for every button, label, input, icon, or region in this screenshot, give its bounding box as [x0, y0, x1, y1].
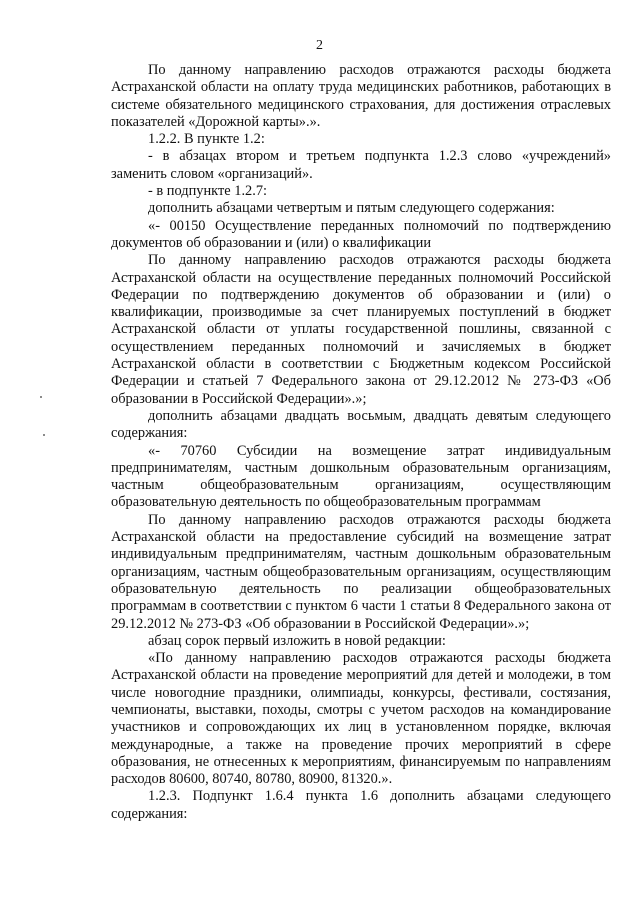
scan-speck: [43, 434, 45, 436]
page-number: 2: [316, 38, 323, 53]
paragraph-add-fourth-fifth: дополнить абзацами четвертым и пятым следующего содержания:: [148, 200, 555, 217]
paragraph-70760-description: По данному направлению расходов отражаются расходы бюджета Астраханской области на предоставление субсидий на возмещение затрат индивидуальным предпринимателям, частным дошкольным образовательным организациям, частным общеобразовательным организациям, осуществляющим образовательную деятельность по реализации общеобразовательных программам в соответствии с пунктом 6 части 1 статьи 8 Федерального закона от 29.12.2012 № 273-ФЗ «Об образовании в Российской Федерации».»;: [111, 511, 611, 632]
paragraph-events-description: «По данному направлению расходов отражаются расходы бюджета Астраханской области на проведение мероприятий для детей и молодежи, в том числе новогодние праздники, олимпиады, конкурсы, фестивали, состязания, чемпионаты, выставки, походы, смотры с учетом расходов на командирование участников и сопровождающих их лиц в установленном порядке, включая международные, а также на проведение прочих мероприятий в сфере образования, не отнесенных к мероприятиям, финансируемым по направлениям расходов 80600, 80740, 80780, 80900, 81320.».: [111, 650, 611, 788]
paragraph-item-1-2-3: 1.2.3. Подпункт 1.6.4 пункта 1.6 дополнить абзацами следующего содержания:: [111, 788, 611, 822]
paragraph-code-00150: «- 00150 Осуществление переданных полномочий по подтверждению документов об образовании и (или) о квалификации: [111, 217, 611, 251]
scan-speck: [40, 396, 42, 398]
paragraph-item-1-2-2: 1.2.2. В пункте 1.2:: [148, 131, 265, 148]
paragraph-subitem-1-2-7: - в подпункте 1.2.7:: [148, 183, 268, 200]
paragraph-replace-word: - в абзацах втором и третьем подпункта 1.2.3 слово «учреждений» заменить словом «организаций».: [111, 148, 611, 182]
paragraph-00150-description: По данному направлению расходов отражаются расходы бюджета Астраханской области на осуществление переданных полномочий Российской Федерации по подтверждению документов об образовании и (или) о квалификации, производимые за счет планируемых поступлений в бюджет Астраханской области от уплаты государственной пошлины, связанной с осуществлением переданных полномочий и зачисляемых в бюджет Астраханской области в соответствии с Бюджетным кодексом Российской Федерации и статьей 7 Федерального закона от 29.12.2012 № 273-ФЗ «Об образовании в Российской Федерации».»;: [111, 252, 611, 407]
paragraph-funding-direction: По данному направлению расходов отражаются расходы бюджета Астраханской области на оплату труда медицинских работников, работающих в системе обязательного медицинского страхования, для достижения отраслевых показателей «Дорожной карты».».: [111, 62, 611, 130]
paragraph-41-new-edition: абзац сорок первый изложить в новой редакции:: [148, 632, 446, 649]
paragraph-code-70760: «- 70760 Субсидии на возмещение затрат индивидуальным предпринимателям, частным дошкольным образовательным организациям, частным общеобразовательным организациям, осуществляющим образовательную деятельность по общеобразовательным программам: [111, 442, 611, 511]
body-text: [111, 62, 611, 823]
paragraph-add-28-29: дополнить абзацами двадцать восьмым, двадцать девятым следующего содержания:: [111, 407, 611, 442]
